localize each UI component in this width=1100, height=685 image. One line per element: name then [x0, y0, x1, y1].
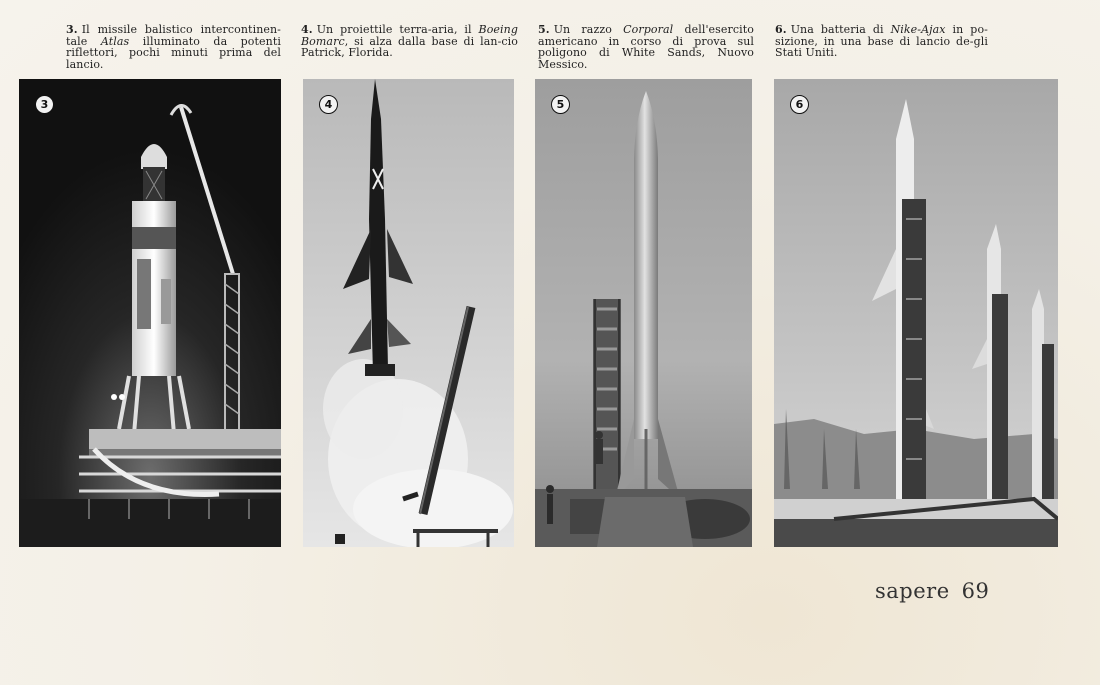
photo-nike-ajax	[774, 79, 1058, 547]
page-number: 69	[961, 579, 990, 603]
photo-number-badge: 5	[551, 95, 570, 114]
caption-6: 6. Una batteria di Nike-Ajax in po-sizione, in una base di lancio de-gli Stati Uniti.	[775, 23, 988, 59]
caption-3: 3. Il missile balistico intercontinen-tale Atlas illuminato da potenti riflettori, pochi minuti prima del lancio.	[66, 23, 281, 71]
photo-atlas	[19, 79, 281, 547]
corporal-rocket-illustration	[535, 79, 752, 547]
photo-number-badge: 4	[319, 95, 338, 114]
atlas-rocket-illustration	[19, 79, 281, 547]
magazine-name: sapere	[875, 579, 950, 603]
photo-number-badge: 3	[35, 95, 54, 114]
caption-5: 5. Un razzo Corporal dell'esercito americano in corso di prova sul poligono di White Sands, Nuovo Messico.	[538, 23, 755, 71]
photo-number-badge: 6	[790, 95, 809, 114]
page-footer	[875, 579, 989, 603]
bomarc-rocket-illustration	[303, 79, 514, 547]
photo-corporal	[535, 79, 752, 547]
caption-4: 4. Un proiettile terra-aria, il Boeing Bomarc, si alza dalla base di lan-cio Patrick, Florida.	[301, 23, 518, 59]
nike-ajax-battery-illustration	[774, 79, 1058, 547]
photo-bomarc	[303, 79, 514, 547]
